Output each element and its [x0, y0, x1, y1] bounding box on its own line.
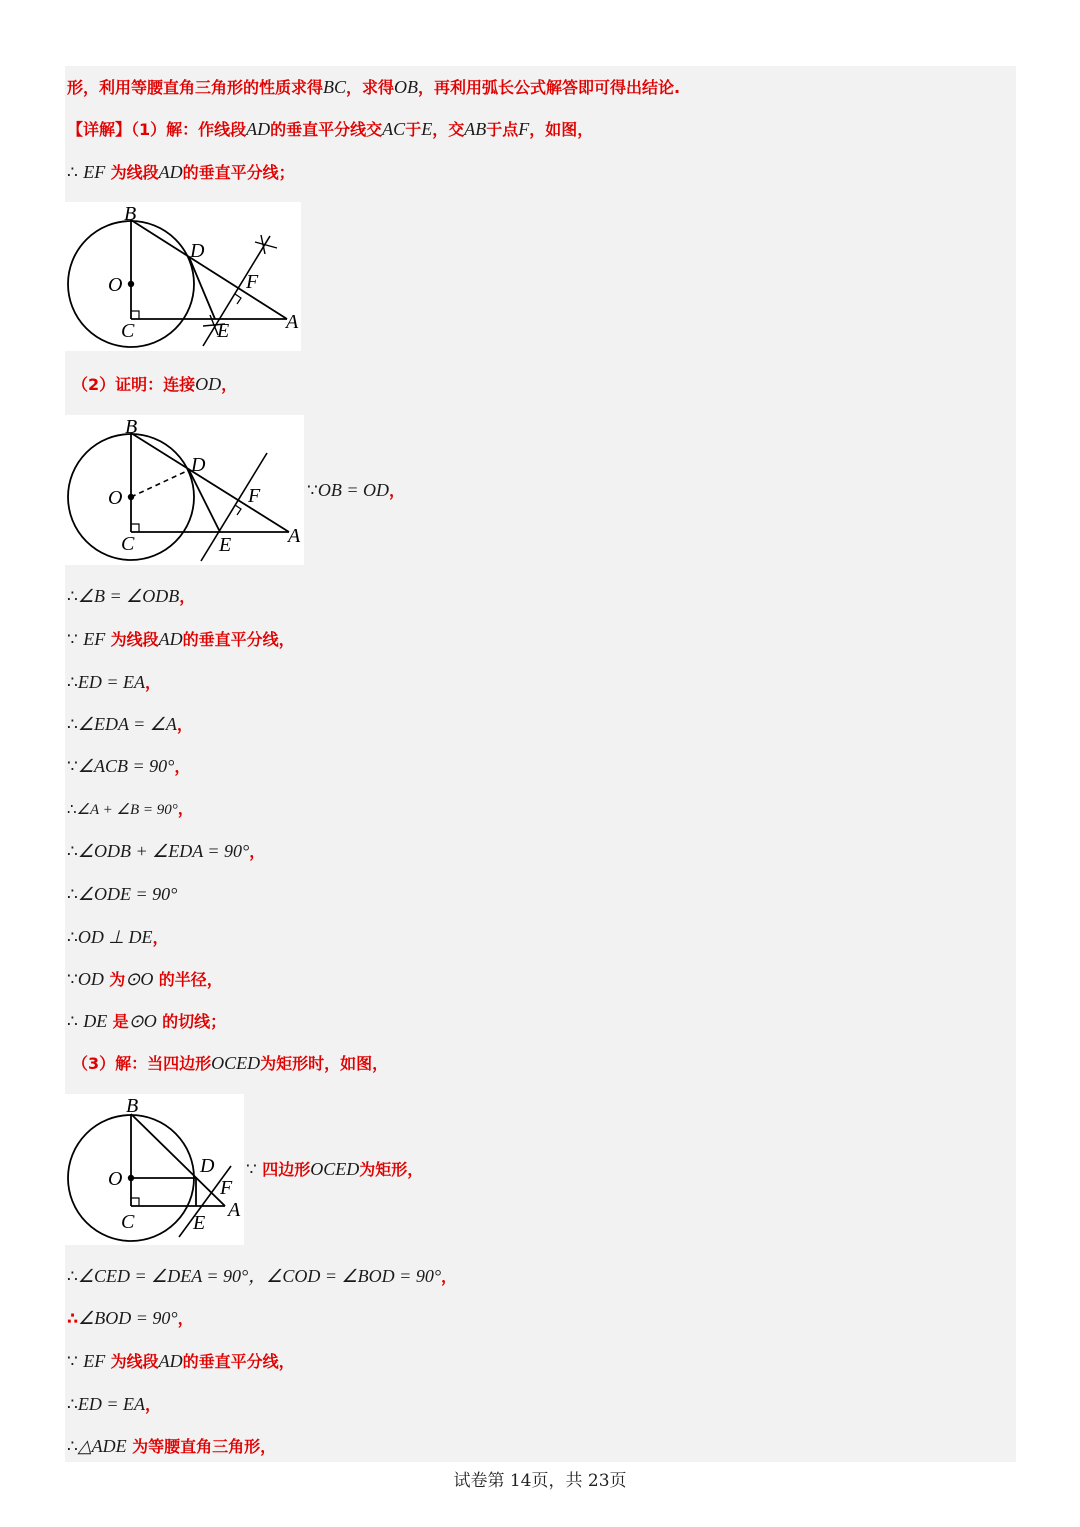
proof-text: 是 [112, 1012, 129, 1031]
fig3-note-text-2: 为矩形， [359, 1160, 424, 1179]
proof2-line [67, 755, 190, 778]
proof2-line [67, 926, 169, 949]
proof-text: ， [144, 1395, 161, 1414]
proof-math-2: ⊙O [128, 1011, 157, 1031]
proof2-line [67, 1010, 226, 1033]
label-b: B [125, 416, 138, 438]
intro-text-2: ，求得 [346, 78, 395, 97]
bisector-ef [201, 453, 267, 561]
detail-tag: 【详解】 [67, 120, 132, 139]
proof3-line [67, 1350, 295, 1373]
proof3-line [67, 1435, 276, 1458]
proof-symbol: ∴ [67, 1309, 79, 1328]
proof-text: ， [179, 587, 196, 606]
label-o: O [108, 1168, 123, 1190]
step1-text-2: 的垂直平分线； [182, 163, 295, 182]
proof-text-2: 的半径， [158, 970, 223, 989]
step1-math-1: EF [83, 162, 106, 182]
proof-text: ， [177, 1309, 194, 1328]
proof-symbol: ∵ [67, 1352, 78, 1372]
label-d: D [191, 454, 206, 476]
label-e: E [219, 534, 232, 556]
fig3-note-math: OCED [310, 1159, 360, 1179]
right-angle-f [235, 505, 241, 515]
detail-math-3: E [421, 119, 433, 139]
proof-symbol: ∴ [67, 1437, 78, 1457]
center-point-o [128, 494, 134, 500]
label-b: B [124, 203, 137, 225]
right-angle-f [235, 294, 241, 304]
part2-line [72, 373, 237, 396]
proof-text: ， [177, 799, 194, 818]
proof-math-2: AD [158, 1351, 183, 1371]
proof-symbol: ∵ [67, 757, 78, 777]
label-b: B [126, 1095, 139, 1117]
right-angle-c [131, 524, 139, 532]
proof-symbol: ∴ [67, 928, 78, 948]
label-e: E [217, 320, 230, 342]
proof-text: 为等腰直角三角形， [132, 1437, 277, 1456]
proof2-line [67, 585, 195, 608]
proof2-line [67, 671, 161, 694]
proof-text: 为 [109, 970, 126, 989]
proof-text: ， [441, 1267, 458, 1286]
center-point-o [128, 1175, 134, 1181]
figure-2-drawing [65, 415, 304, 565]
step1-math-2: AD [158, 162, 183, 182]
fig2-note-math: OB = OD [317, 480, 389, 500]
proof-math: ∠CED = ∠DEA = 90°，∠COD = ∠BOD = 90° [77, 1266, 442, 1286]
proof-text: ， [152, 928, 169, 947]
detail-math-1: AD [246, 119, 271, 139]
proof-math-2: AD [158, 629, 183, 649]
proof-symbol: ∴ [67, 1267, 78, 1287]
proof-text: ， [144, 673, 161, 692]
proof-text: 为线段 [110, 630, 159, 649]
part2-math-1: OD [195, 374, 222, 394]
proof3-line [67, 1307, 194, 1330]
bisector-ef [203, 236, 270, 346]
right-angle-c [131, 1198, 139, 1206]
proof2-line [67, 713, 193, 736]
fig2-note [307, 479, 405, 502]
label-o: O [108, 487, 123, 509]
center-point-o [128, 281, 134, 287]
proof-math: ∠ACB = 90° [77, 756, 175, 776]
proof-symbol: ∵ [67, 970, 78, 990]
proof-math: EF [83, 1351, 106, 1371]
proof2-line [67, 840, 265, 863]
detail-text-4: ，交 [432, 120, 465, 139]
proof-math: ∠ODE = 90° [77, 884, 178, 904]
proof-symbol: ∵ [67, 630, 78, 650]
because-symbol: ∵ [246, 1160, 257, 1180]
label-c: C [121, 1211, 135, 1233]
proof-text: 为线段 [110, 1352, 159, 1371]
proof-math: ∠A + ∠B = 90° [76, 802, 178, 818]
label-d: D [200, 1155, 215, 1177]
proof2-line [67, 628, 295, 651]
fig3-note-text-1: 四边形 [262, 1160, 311, 1179]
label-f: F [248, 485, 261, 507]
label-d: D [190, 240, 205, 262]
part2-text-2: ， [221, 375, 238, 394]
proof2-line [67, 968, 223, 991]
proof-math: OD [77, 969, 104, 989]
step1-line [67, 161, 295, 184]
proof-symbol: ∴ [67, 673, 78, 693]
proof-text-2: 的垂直平分线， [182, 630, 295, 649]
proof-math: ∠BOD = 90° [78, 1308, 178, 1328]
figure-1-drawing [65, 202, 301, 351]
proof-math: OD ⊥ DE [77, 927, 153, 947]
figure-3 [65, 1094, 244, 1245]
proof-math: ∠ODB + ∠EDA = 90° [77, 841, 250, 861]
part3-math-1: OCED [211, 1053, 261, 1073]
fig2-note-text: ， [388, 481, 405, 500]
label-a: A [228, 1199, 241, 1221]
proof-symbol: ∴ [67, 1395, 78, 1415]
proof-text-2: 的垂直平分线， [182, 1352, 295, 1371]
segment-ba [131, 433, 289, 532]
proof2-line [67, 883, 177, 906]
proof-math: ∠B = ∠ODB [77, 586, 180, 606]
intro-math-1: BC [323, 77, 347, 97]
part2-text-1: （2）证明：连接 [72, 375, 196, 394]
label-f: F [246, 271, 259, 293]
detail-text-2: 的垂直平分线交 [270, 120, 383, 139]
proof-symbol: ∴ [67, 885, 78, 905]
part3-text-2: 为矩形时，如图， [260, 1054, 389, 1073]
proof3-line [67, 1393, 161, 1416]
detail-math-4: AB [464, 119, 487, 139]
proof-math-2: ⊙O [125, 969, 154, 989]
proof-symbol: ∴ [67, 842, 78, 862]
proof-symbol: ∴ [67, 587, 78, 607]
right-angle-c [131, 311, 139, 319]
proof-math: ∠EDA = ∠A [77, 714, 177, 734]
therefore-symbol: ∴ [67, 163, 78, 183]
figure-2 [65, 415, 304, 565]
detail-text-5: 于点 [486, 120, 519, 139]
intro-math-2: OB [394, 77, 419, 97]
label-c: C [121, 320, 135, 342]
detail-text-1: （1）解：作线段 [131, 120, 247, 139]
proof-symbol: ∴ [67, 800, 77, 818]
part3-text-1: （3）解：当四边形 [72, 1054, 212, 1073]
label-a: A [288, 525, 301, 547]
figure-3-drawing [65, 1094, 244, 1245]
because-symbol: ∵ [307, 481, 318, 501]
label-a: A [286, 311, 299, 333]
dashed-od [131, 470, 189, 497]
proof-symbol: ∴ [67, 715, 78, 735]
proof-text: ， [174, 757, 191, 776]
proof2-line [67, 798, 194, 821]
proof-math: ED = EA [77, 1394, 145, 1414]
step1-text-1: 为线段 [110, 163, 159, 182]
proof-text: ， [176, 715, 193, 734]
intro-text-3: ，再利用弧长公式解答即可得出结论. [418, 78, 681, 97]
segment-de [189, 257, 215, 319]
part3-line [72, 1052, 388, 1075]
proof-math: DE [83, 1011, 108, 1031]
detail-text-3: 于 [405, 120, 422, 139]
figure-1 [65, 202, 301, 351]
proof-symbol: ∴ [67, 1012, 78, 1032]
proof3-line [67, 1265, 457, 1288]
proof-text: ， [249, 842, 266, 861]
intro-text-1: 形，利用等腰直角三角形的性质求得 [67, 78, 324, 97]
detail-math-2: AC [382, 119, 406, 139]
detail-math-5: F [518, 119, 530, 139]
intro-line [67, 76, 680, 99]
label-f: F [220, 1177, 233, 1199]
proof-text-2: 的切线； [162, 1012, 227, 1031]
proof-math: ED = EA [77, 672, 145, 692]
detail-text-6: ，如图， [529, 120, 594, 139]
label-e: E [193, 1212, 206, 1234]
page-footer: 试卷第 14页，共 23页 [453, 1471, 627, 1491]
detail-line [67, 118, 593, 141]
proof-math: △ADE [77, 1436, 127, 1456]
proof-math: EF [83, 629, 106, 649]
fig3-note [246, 1158, 423, 1181]
label-o: O [108, 274, 123, 296]
label-c: C [121, 533, 135, 555]
